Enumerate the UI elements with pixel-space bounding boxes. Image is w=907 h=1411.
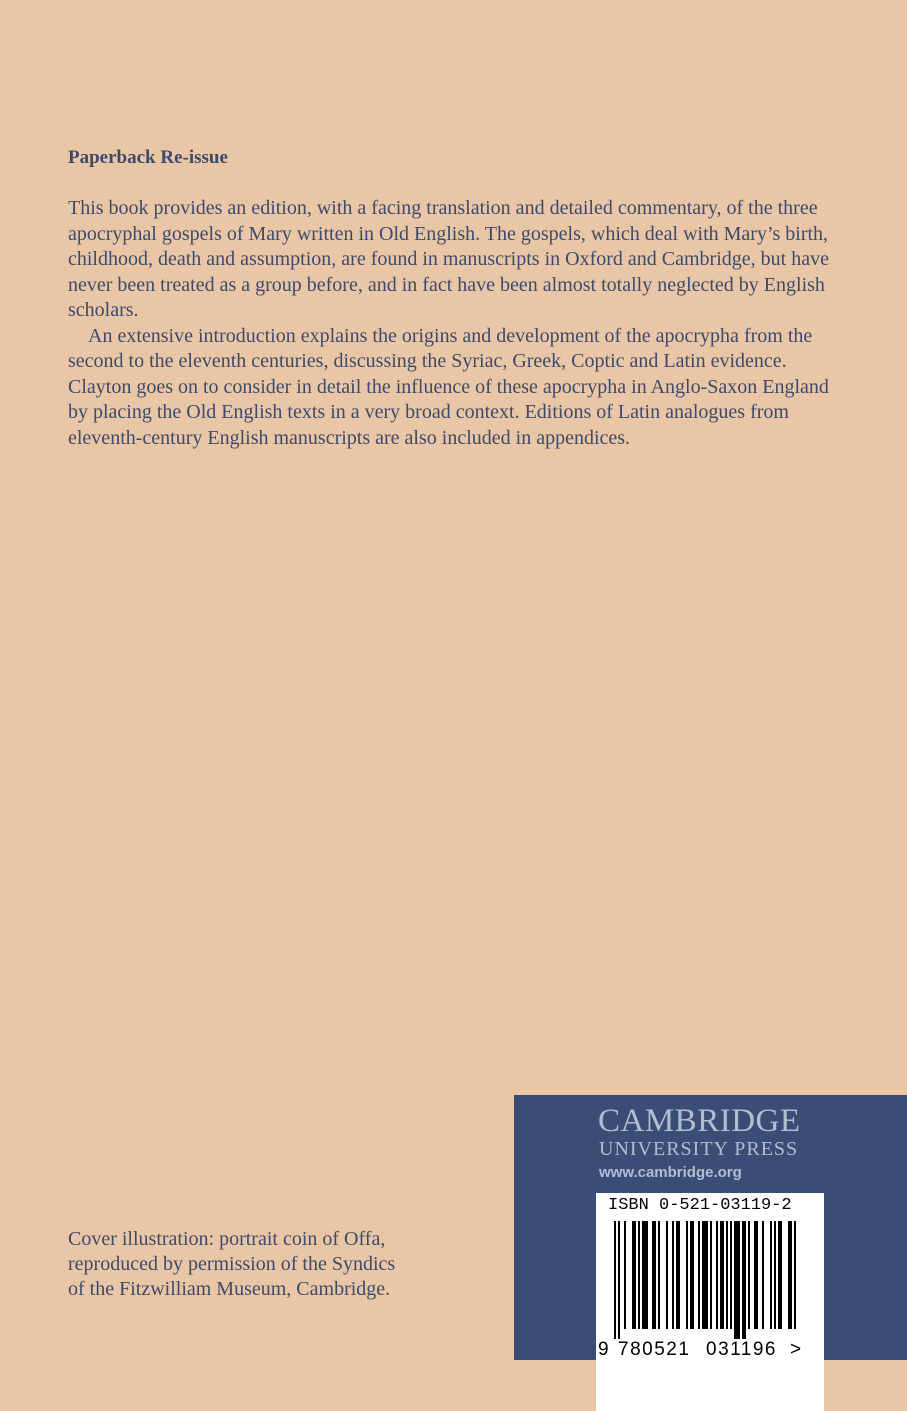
barcode-bar xyxy=(672,1221,674,1329)
barcode-bar xyxy=(632,1221,636,1329)
cover-illustration-credit xyxy=(68,1227,498,1302)
barcode-bar xyxy=(642,1221,648,1329)
barcode-bars xyxy=(614,1221,796,1339)
barcode-bar xyxy=(618,1221,620,1339)
barcode-bar xyxy=(698,1221,700,1329)
description-paragraph-1: This book provides an edition, with a facing translation and detailed commentary, of the three apocryphal gospels of Mary written in Old English. The gospels, which deal with Mary’s birth, childhood, death and assumption, are found in manuscripts in Oxford and Cambridge, but have never been treated as a group before, and in fact have been almost totally neglected by English scholars. xyxy=(68,197,829,321)
publisher-subtitle: UNIVERSITY PRESS xyxy=(599,1138,799,1160)
barcode-bar xyxy=(702,1221,708,1329)
barcode-digit-lead: 9 xyxy=(598,1339,609,1360)
barcode-bar xyxy=(624,1221,626,1329)
barcode-digits-left: 780521 xyxy=(618,1339,691,1360)
barcode-bar xyxy=(748,1221,750,1329)
barcode-bar xyxy=(742,1221,746,1339)
barcode-bar xyxy=(754,1221,758,1329)
description-paragraph-2: An extensive introduction explains the origins and development of the apocrypha from the second to the eleventh centuries, discussing the Syriac, Greek, Coptic and Latin evidence. Clayton goes on to consider in detail the influence of these apocrypha in Anglo-Saxon England by placing the Old English texts in a very broad context. Editions of Latin analogues from eleventh-century English manuscripts are also included in appendices. xyxy=(68,324,829,449)
publisher-name: CAMBRIDGE xyxy=(598,1103,801,1139)
barcode-bar xyxy=(730,1221,732,1329)
barcode-bar xyxy=(726,1221,728,1329)
isbn-label: ISBN 0-521-03119-2 xyxy=(608,1196,792,1215)
barcode-bar xyxy=(716,1221,718,1329)
book-description xyxy=(68,196,838,451)
barcode-bar xyxy=(686,1221,688,1329)
barcode-bar xyxy=(720,1221,724,1329)
barcode-panel xyxy=(596,1193,824,1411)
barcode-digits-right: 031196 xyxy=(706,1339,777,1360)
barcode-bar xyxy=(778,1221,782,1329)
barcode-bar xyxy=(788,1221,792,1329)
barcode-bar xyxy=(770,1221,772,1329)
barcode-bar xyxy=(614,1221,616,1339)
barcode-bar xyxy=(762,1221,764,1329)
barcode-bar xyxy=(690,1221,694,1329)
barcode-bar xyxy=(658,1221,660,1329)
barcode-bar xyxy=(710,1221,712,1329)
publisher-panel xyxy=(514,1095,907,1360)
credit-line-2: reproduced by permission of the Syndics xyxy=(68,1253,396,1275)
credit-line-1: Cover illustration: portrait coin of Offa, xyxy=(68,1228,386,1250)
publisher-url: www.cambridge.org xyxy=(599,1164,742,1181)
barcode-bar xyxy=(774,1221,776,1329)
barcode-bar xyxy=(652,1221,656,1329)
section-heading: Paperback Re-issue xyxy=(68,147,228,168)
barcode-bar xyxy=(734,1221,740,1339)
credit-line-3: of the Fitzwilliam Museum, Cambridge. xyxy=(68,1278,391,1300)
barcode-end-mark: > xyxy=(790,1339,802,1360)
barcode-bar xyxy=(666,1221,668,1329)
barcode xyxy=(596,1221,824,1361)
barcode-bar xyxy=(676,1221,680,1329)
barcode-bar xyxy=(794,1221,796,1329)
barcode-bar xyxy=(638,1221,640,1329)
